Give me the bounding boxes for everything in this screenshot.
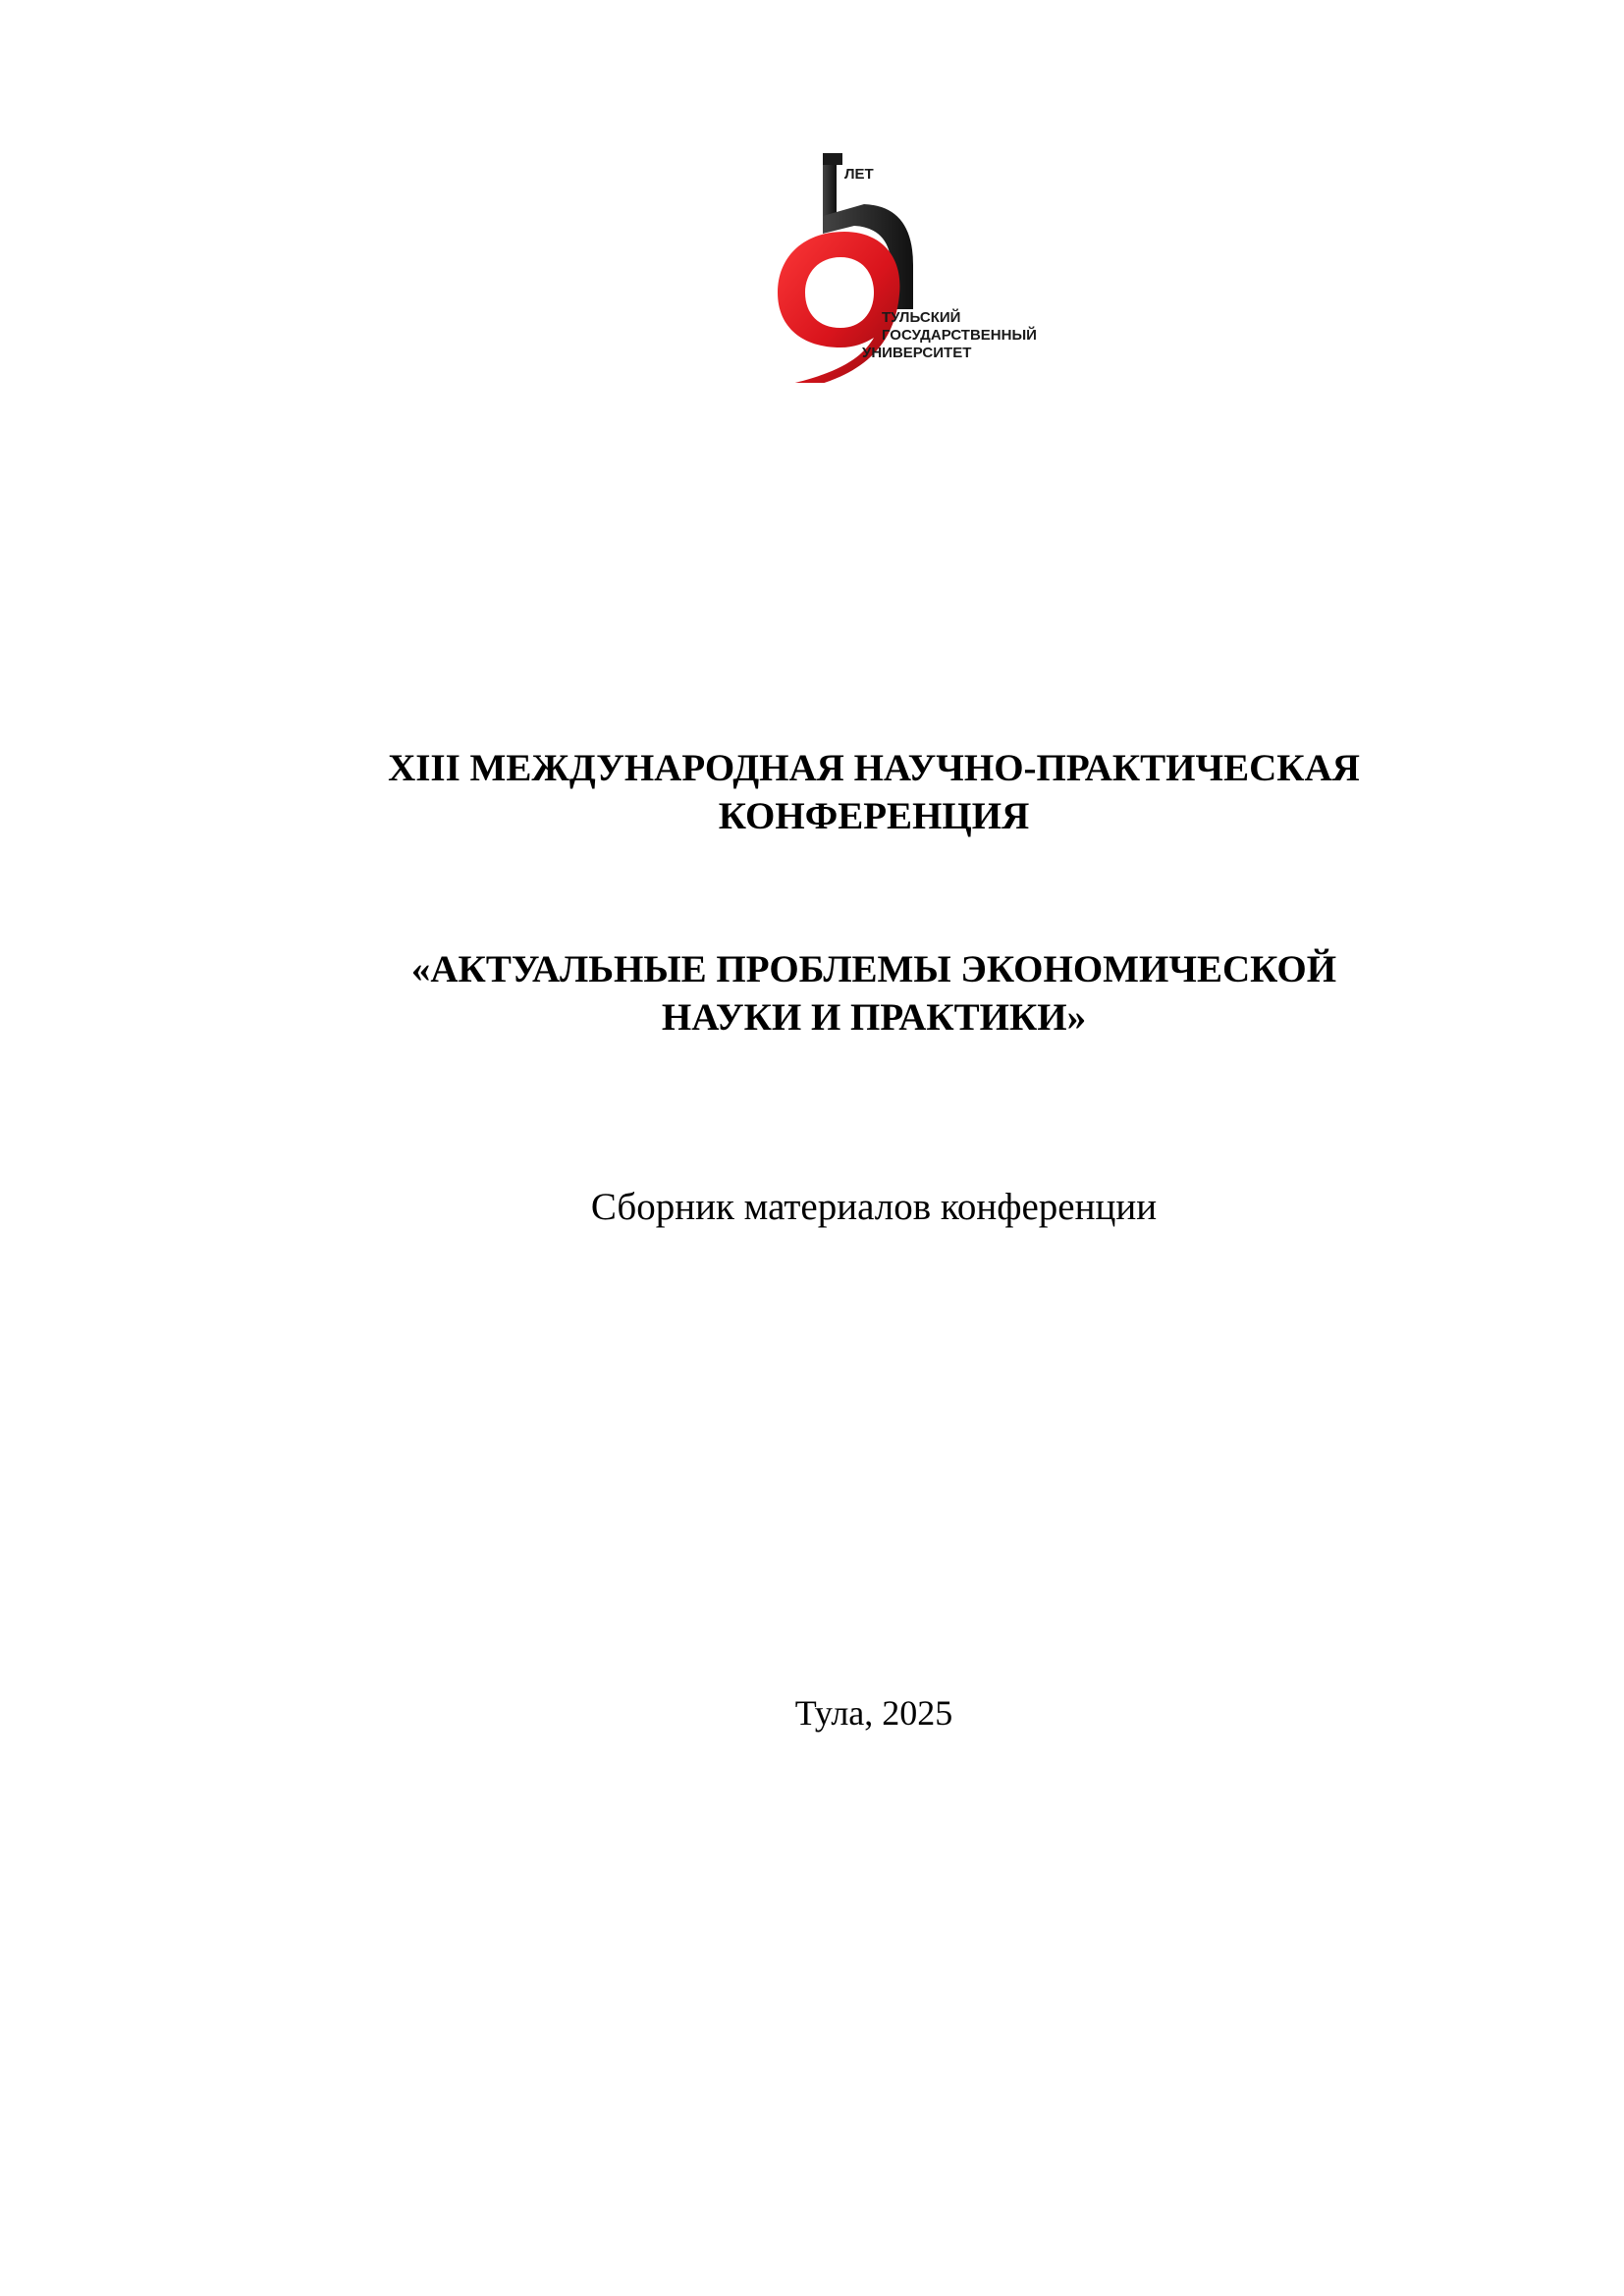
logo-university-line-3: УНИВЕРСИТЕТ	[862, 345, 972, 361]
conference-theme	[196, 945, 1551, 1041]
conference-theme-line: НАУКИ И ПРАКТИКИ»	[661, 996, 1087, 1039]
logo-university-line-1: ТУЛЬСКИЙ	[882, 309, 961, 326]
conference-title-line: XIII МЕЖДУНАРОДНАЯ НАУЧНО-ПРАКТИЧЕСКАЯ	[388, 747, 1360, 789]
logo-years-text: ЛЕТ	[844, 166, 874, 183]
logo-university-line-2: ГОСУДАРСТВЕННЫЙ	[882, 327, 1037, 344]
five-flag	[823, 153, 842, 165]
conference-theme-line: «АКТУАЛЬНЫЕ ПРОБЛЕМЫ ЭКОНОМИЧЕСКОЙ	[410, 948, 1337, 990]
conference-title-line: КОНФЕРЕНЦИЯ	[718, 795, 1030, 837]
university-95-years-logo	[756, 147, 1080, 383]
conference-title	[196, 744, 1551, 840]
place-and-year: Тула, 2025	[794, 1693, 953, 1733]
proceedings-subtitle: Сборник материалов конференции	[590, 1186, 1158, 1228]
